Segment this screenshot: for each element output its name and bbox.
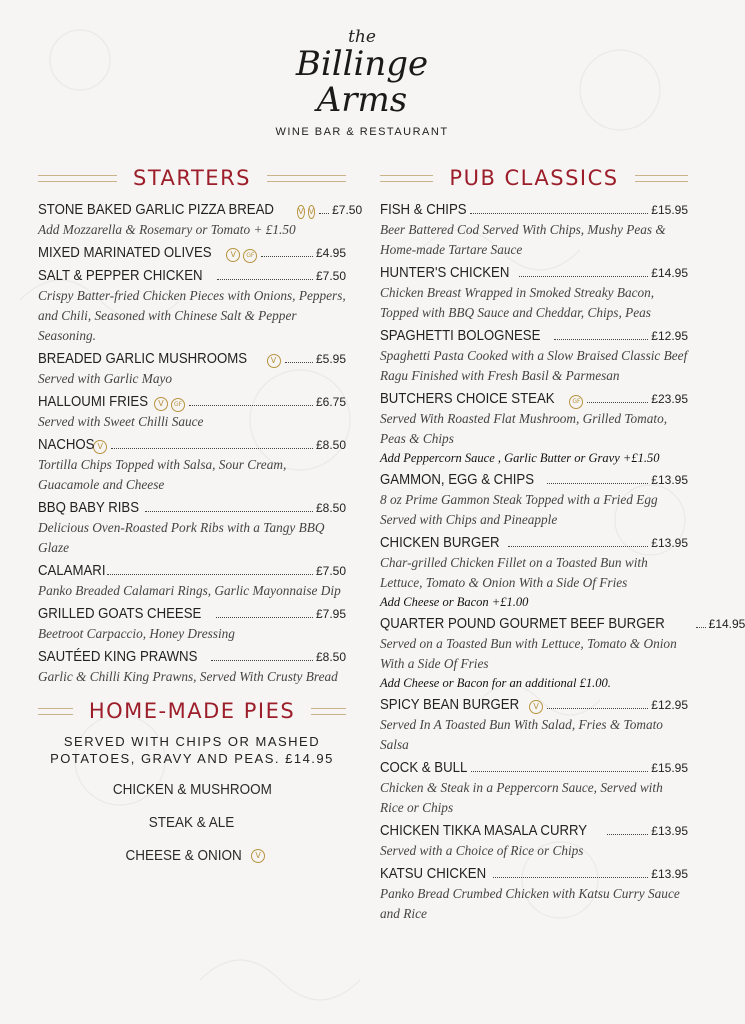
menu-item-name: HALLOUMI FRIES	[38, 393, 149, 410]
leader-dots	[145, 511, 313, 512]
menu-item-name: MIXED MARINATED OLIVES	[38, 244, 212, 261]
logo	[0, 28, 724, 138]
menu-item	[380, 864, 688, 924]
menu-item	[38, 435, 346, 495]
pies-title: HOME-MADE PIES	[88, 699, 296, 723]
menu-item-description: Served with Garlic Mayo	[38, 371, 173, 386]
pie-item	[38, 846, 346, 866]
starters-title: STARTERS	[133, 166, 251, 190]
menu-item-name: SPAGHETTI BOLOGNESE	[380, 327, 541, 344]
menu-item-price: £8.50	[315, 501, 346, 515]
logo-tagline: WINE BAR & RESTAURANT	[275, 126, 449, 138]
gluten-free-icon: GF	[569, 395, 583, 409]
menu-item-description: Chicken Breast Wrapped in Smoked Streaky Bacon, Topped with BBQ Sauce and Cheddar, Chips, Peas	[380, 285, 655, 320]
menu-item-name: HUNTER'S CHICKEN	[380, 264, 510, 281]
menu-item-line	[380, 263, 688, 283]
menu-item	[380, 614, 745, 692]
menu-item-description: Garlic & Chilli King Prawns, Served With Crusty Bread	[38, 669, 338, 684]
heading-rule	[635, 175, 688, 182]
menu-item-name: GAMMON, EGG & CHIPS	[380, 471, 535, 488]
menu-item-name: KATSU CHICKEN	[380, 865, 487, 882]
pub-classics-list	[380, 200, 745, 924]
menu-item-line	[38, 604, 346, 624]
leader-dots	[554, 339, 648, 340]
menu-item	[380, 389, 688, 467]
menu-item-description: Panko Breaded Calamari Rings, Garlic Mayonnaise Dip	[38, 583, 341, 598]
menu-item-line	[380, 389, 688, 409]
menu-item	[38, 498, 346, 558]
leader-dots	[471, 771, 648, 772]
menu-item-name: COCK & BULL	[380, 759, 468, 776]
leader-dots	[285, 362, 313, 363]
leader-dots	[217, 279, 313, 280]
starters-list	[38, 200, 363, 687]
leader-dots	[547, 708, 648, 709]
leader-dots	[607, 834, 648, 835]
vegetarian-icon: V	[251, 849, 265, 863]
menu-item	[38, 200, 363, 240]
leader-dots	[189, 405, 313, 406]
vegetarian-icon: V	[154, 397, 168, 411]
menu-item-description: Beer Battered Cod Served With Chips, Mushy Peas & Home-made Tartare Sauce	[380, 222, 666, 257]
menu-item-name: STONE BAKED GARLIC PIZZA BREAD	[38, 201, 274, 218]
menu-item-name: FISH & CHIPS	[380, 201, 467, 218]
vegetarian-icon: V	[226, 248, 240, 262]
menu-item-price: £7.50	[315, 564, 346, 578]
menu-item-line	[380, 758, 688, 778]
menu-item	[380, 326, 688, 386]
leader-dots	[547, 483, 648, 484]
pub-classics-title: PUB CLASSICS	[449, 166, 619, 190]
menu-item-price: £5.95	[315, 352, 346, 366]
menu-item-price: £12.95	[651, 329, 688, 343]
menu-item-name: SAUTÉED KING PRAWNS	[38, 648, 198, 665]
pie-item-name: STEAK & ALE	[149, 814, 235, 831]
menu-item	[38, 392, 346, 432]
menu-item	[380, 533, 688, 611]
menu-item	[380, 200, 688, 260]
leader-dots	[519, 276, 648, 277]
menu-item-price: £7.50	[332, 203, 363, 217]
menu-item-name: SALT & PEPPER CHICKEN	[38, 267, 203, 284]
menu-item-name: BUTCHERS CHOICE STEAK	[380, 390, 555, 407]
menu-item-name: QUARTER POUND GOURMET BEEF BURGER	[380, 615, 665, 632]
heading-rule	[311, 708, 346, 715]
right-column	[380, 164, 745, 927]
menu-item-description: Served on a Toasted Bun with Lettuce, Tomato & Onion With a Side Of Fries	[380, 636, 677, 671]
heading-rule	[38, 708, 73, 715]
leader-dots	[211, 660, 313, 661]
menu-item-price: £13.95	[651, 536, 688, 550]
menu-item-description: Chicken & Steak in a Peppercorn Sauce, Served with Rice or Chips	[380, 780, 663, 815]
menu-item	[38, 604, 346, 644]
menu-item-addon: Add Cheese or Bacon for an additional £1.00.	[380, 676, 611, 690]
menu-item-line	[38, 243, 346, 263]
pies-list	[38, 780, 346, 866]
menu-item-description: Panko Bread Crumbed Chicken with Katsu Curry Sauce and Rice	[380, 886, 680, 921]
menu-item-price: £15.95	[651, 203, 688, 217]
menu-item-description: Delicious Oven-Roasted Pork Ribs with a Tangy BBQ Glaze	[38, 520, 325, 555]
menu-item-name: SPICY BEAN BURGER	[380, 696, 520, 713]
menu-item-price: £13.95	[651, 824, 688, 838]
pub-classics-heading	[380, 164, 688, 192]
menu-item-name: CHICKEN BURGER	[380, 534, 500, 551]
menu-item-description: Tortilla Chips Topped with Salsa, Sour Cream, Guacamole and Cheese	[38, 457, 287, 492]
vegetarian-icon: V	[93, 440, 107, 454]
menu-item	[380, 821, 688, 861]
menu-item-addon: Add Cheese or Bacon +£1.00	[380, 595, 529, 609]
leader-dots	[107, 574, 313, 575]
menu-item-price: £15.95	[651, 761, 688, 775]
menu-item-line	[380, 864, 688, 884]
leader-dots	[493, 877, 649, 878]
menu-item-name: CHICKEN TIKKA MASALA CURRY	[380, 822, 588, 839]
gluten-free-icon: GF	[243, 249, 257, 263]
vegetarian-icon: V	[267, 354, 281, 368]
menu-item-description: Served with a Choice of Rice or Chips	[380, 843, 584, 858]
menu-item-line	[380, 614, 745, 634]
menu-item-line	[38, 435, 346, 455]
menu-item	[38, 243, 346, 263]
menu-item-line	[380, 200, 688, 220]
menu-item	[380, 695, 688, 755]
menu-item-name: CALAMARI	[38, 562, 106, 579]
leader-dots	[696, 627, 706, 628]
menu-item-line	[38, 498, 346, 518]
starters-heading	[38, 164, 346, 192]
menu-item	[38, 266, 346, 346]
menu-item-line	[38, 200, 363, 220]
menu-item	[38, 349, 346, 389]
pies-note-line1: SERVED WITH CHIPS OR MASHED	[63, 734, 321, 749]
menu-item-price: £14.95	[708, 617, 745, 631]
leader-dots	[261, 256, 313, 257]
vegetarian-icon: V	[308, 205, 315, 219]
menu-item-price: £4.95	[315, 246, 346, 260]
gluten-free-icon: GF	[171, 398, 185, 412]
menu-item-addon: Add Peppercorn Sauce , Garlic Butter or Gravy +£1.50	[380, 451, 660, 465]
menu-item-description: Char-grilled Chicken Fillet on a Toasted Bun with Lettuce, Tomato & Onion With a Side Of Fries	[380, 555, 648, 590]
pie-item-name: CHEESE & ONION	[125, 847, 242, 864]
menu-item-description: Served with Sweet Chilli Sauce	[38, 414, 204, 429]
menu-item-line	[380, 533, 688, 553]
menu-item-line	[380, 695, 688, 715]
menu-item	[38, 561, 346, 601]
logo-the: the	[348, 27, 376, 47]
menu-item-line	[380, 326, 688, 346]
menu-item-price: £23.95	[651, 392, 688, 406]
leader-dots	[587, 402, 648, 403]
leader-dots	[470, 213, 648, 214]
menu-item	[380, 470, 688, 530]
menu-item-description: 8 oz Prime Gammon Steak Topped with a Fried Egg Served with Chips and Pineapple	[380, 492, 658, 527]
menu-item-name: GRILLED GOATS CHEESE	[38, 605, 202, 622]
menu-item-line	[38, 392, 346, 412]
menu-item-description: Beetroot Carpaccio, Honey Dressing	[38, 626, 235, 641]
pies-heading	[38, 697, 346, 725]
menu-item	[380, 263, 688, 323]
pie-item-name: CHICKEN & MUSHROOM	[112, 781, 272, 798]
menu-item-name: NACHOS	[38, 436, 95, 453]
menu-item-name: BBQ BABY RIBS	[38, 499, 140, 516]
menu-item-price: £13.95	[651, 473, 688, 487]
leader-dots	[508, 546, 648, 547]
menu-item-price: £8.50	[315, 438, 346, 452]
menu-item-line	[380, 470, 688, 490]
menu-item-line	[38, 266, 346, 286]
leader-dots	[319, 213, 329, 214]
pie-item	[38, 780, 346, 800]
menu-item-description: Served With Roasted Flat Mushroom, Grilled Tomato, Peas & Chips	[380, 411, 668, 446]
menu-item-line	[380, 821, 688, 841]
heading-rule	[267, 175, 346, 182]
menu-item-description: Spaghetti Pasta Cooked with a Slow Braised Classic Beef Ragu Finished with Fresh Basil & Parmesan	[380, 348, 688, 383]
pie-item	[38, 813, 346, 833]
menu-item-price: £14.95	[651, 266, 688, 280]
logo-name-line2: Arms	[316, 80, 408, 120]
logo-name-line1: Billinge	[295, 44, 429, 84]
menu-item-line	[38, 647, 346, 667]
menu-item-price: £8.50	[315, 650, 346, 664]
menu-item-description: Served In A Toasted Bun With Salad, Fries & Tomato Salsa	[380, 717, 663, 752]
menu-item-line	[38, 349, 346, 369]
menu-item-description: Add Mozzarella & Rosemary or Tomato + £1.50	[38, 222, 296, 237]
menu-item	[380, 758, 688, 818]
heading-rule	[380, 175, 433, 182]
menu-item	[38, 647, 346, 687]
leader-dots	[111, 448, 313, 449]
vegetarian-icon: V	[297, 205, 304, 219]
menu-item-line	[38, 561, 346, 581]
menu-item-price: £12.95	[651, 698, 688, 712]
vegetarian-icon: V	[529, 700, 543, 714]
leader-dots	[216, 617, 313, 618]
pies-note	[38, 733, 346, 767]
menu-item-price: £13.95	[651, 867, 688, 881]
left-column	[38, 164, 363, 866]
menu-item-description: Crispy Batter-fried Chicken Pieces with Onions, Peppers, and Chili, Seasoned with Chinese Salt & Pepper Seasoning.	[38, 288, 346, 343]
pies-note-line2: POTATOES, GRAVY AND PEAS. £14.95	[50, 751, 334, 766]
menu-item-name: BREADED GARLIC MUSHROOMS	[38, 350, 248, 367]
menu-item-price: £6.75	[315, 395, 346, 409]
heading-rule	[38, 175, 117, 182]
menu-item-price: £7.95	[315, 607, 346, 621]
menu-item-price: £7.50	[315, 269, 346, 283]
